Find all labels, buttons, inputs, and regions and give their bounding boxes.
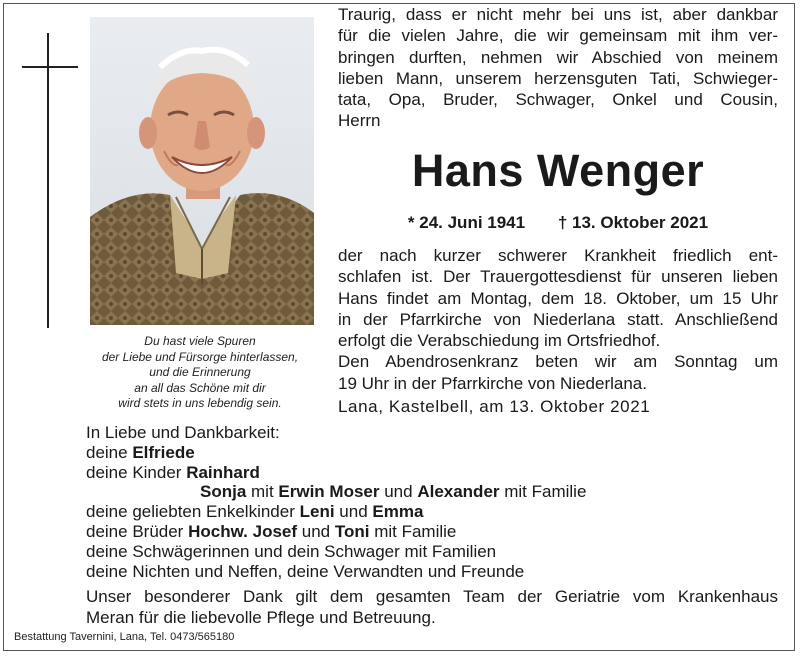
service-line: der nach kurzer schwerer Krankheit friedlich ent-: [338, 246, 778, 265]
mourner-brothers: deine Brüder Hochw. Josef und Toni mit Familie: [86, 521, 457, 541]
service-line: schlafen ist. Der Trauergottesdienst für unseren lieben: [338, 267, 778, 287]
service-line: Den Abendrosenkranz beten wir am Sonntag um: [338, 352, 778, 372]
service-line: in der Pfarrkirche von Niederlana statt. Anschließend: [338, 309, 778, 329]
intro-line: lieben Mann, unserem herzensguten Tati, Schwieger-: [338, 68, 778, 88]
mourners-heading: In Liebe und Dankbarkeit:: [86, 423, 280, 442]
mourner-inlaws: deine Schwägerinnen und dein Schwager mit Familien: [86, 541, 497, 561]
intro-line: tata, Opa, Bruder, Schwager, Onkel und Cousin,: [338, 90, 778, 110]
cross-icon-bar: [22, 66, 78, 68]
place-and-date: Lana, Kastelbell, am 13. Oktober 2021: [338, 397, 651, 416]
portrait-photo: [90, 17, 314, 325]
mourner-children-cont: Sonja mit Erwin Moser und Alexander mit Familie: [200, 482, 587, 502]
death-date: † 13. Oktober 2021: [557, 213, 709, 232]
service-details: [338, 245, 778, 394]
verse-line: wird stets in uns lebendig sein.: [118, 396, 282, 410]
verse-line: der Liebe und Fürsorge hinterlassen,: [101, 349, 299, 364]
intro-line: bringen durften, nehmen wir Abschied von meinem: [338, 47, 778, 67]
mourner-wife: deine Elfriede: [86, 442, 195, 462]
mourners-list: [86, 423, 786, 581]
mourner-relatives: deine Nichten und Neffen, deine Verwandten und Freunde: [86, 561, 525, 581]
verse-line: an all das Schöne mit dir: [134, 380, 266, 395]
intro-line: für die vielen Jahre, die wir gemeinsam mit ihm ver-: [338, 26, 778, 46]
verse-line: und die Erinnerung: [149, 365, 251, 379]
life-dates: [338, 213, 778, 233]
service-line: 19 Uhr in der Pfarrkirche von Niederlana.: [338, 373, 647, 393]
thanks-line: Meran für die liebevolle Pflege und Betreuung.: [86, 608, 436, 628]
mourner-children: deine Kinder Rainhard: [86, 462, 260, 482]
intro-text: [338, 4, 778, 132]
service-line: Hans findet am Montag, dem 18. Oktober, um 15 Uhr: [338, 288, 778, 308]
thanks-note: [86, 586, 778, 629]
birth-date: * 24. Juni 1941: [407, 213, 526, 232]
intro-line: Traurig, dass er nicht mehr bei uns ist, aber dankbar: [338, 5, 778, 24]
service-line: erfolgt die Verabschiedung im Ortsfriedhof.: [338, 331, 661, 351]
verse-line: Du hast viele Spuren: [144, 334, 256, 348]
mourner-grandchildren: deine geliebten Enkelkinder Leni und Emma: [86, 502, 424, 522]
deceased-name: Hans Wenger: [411, 145, 705, 196]
funeral-home: Bestattung Tavernini, Lana, Tel. 0473/565180: [14, 631, 235, 643]
memorial-verse: [84, 334, 316, 412]
thanks-line: Unser besonderer Dank gilt dem gesamten Team der Geriatrie vom Krankenhaus: [86, 587, 778, 606]
intro-line: Herrn: [338, 111, 381, 131]
cross-icon: [47, 33, 49, 328]
